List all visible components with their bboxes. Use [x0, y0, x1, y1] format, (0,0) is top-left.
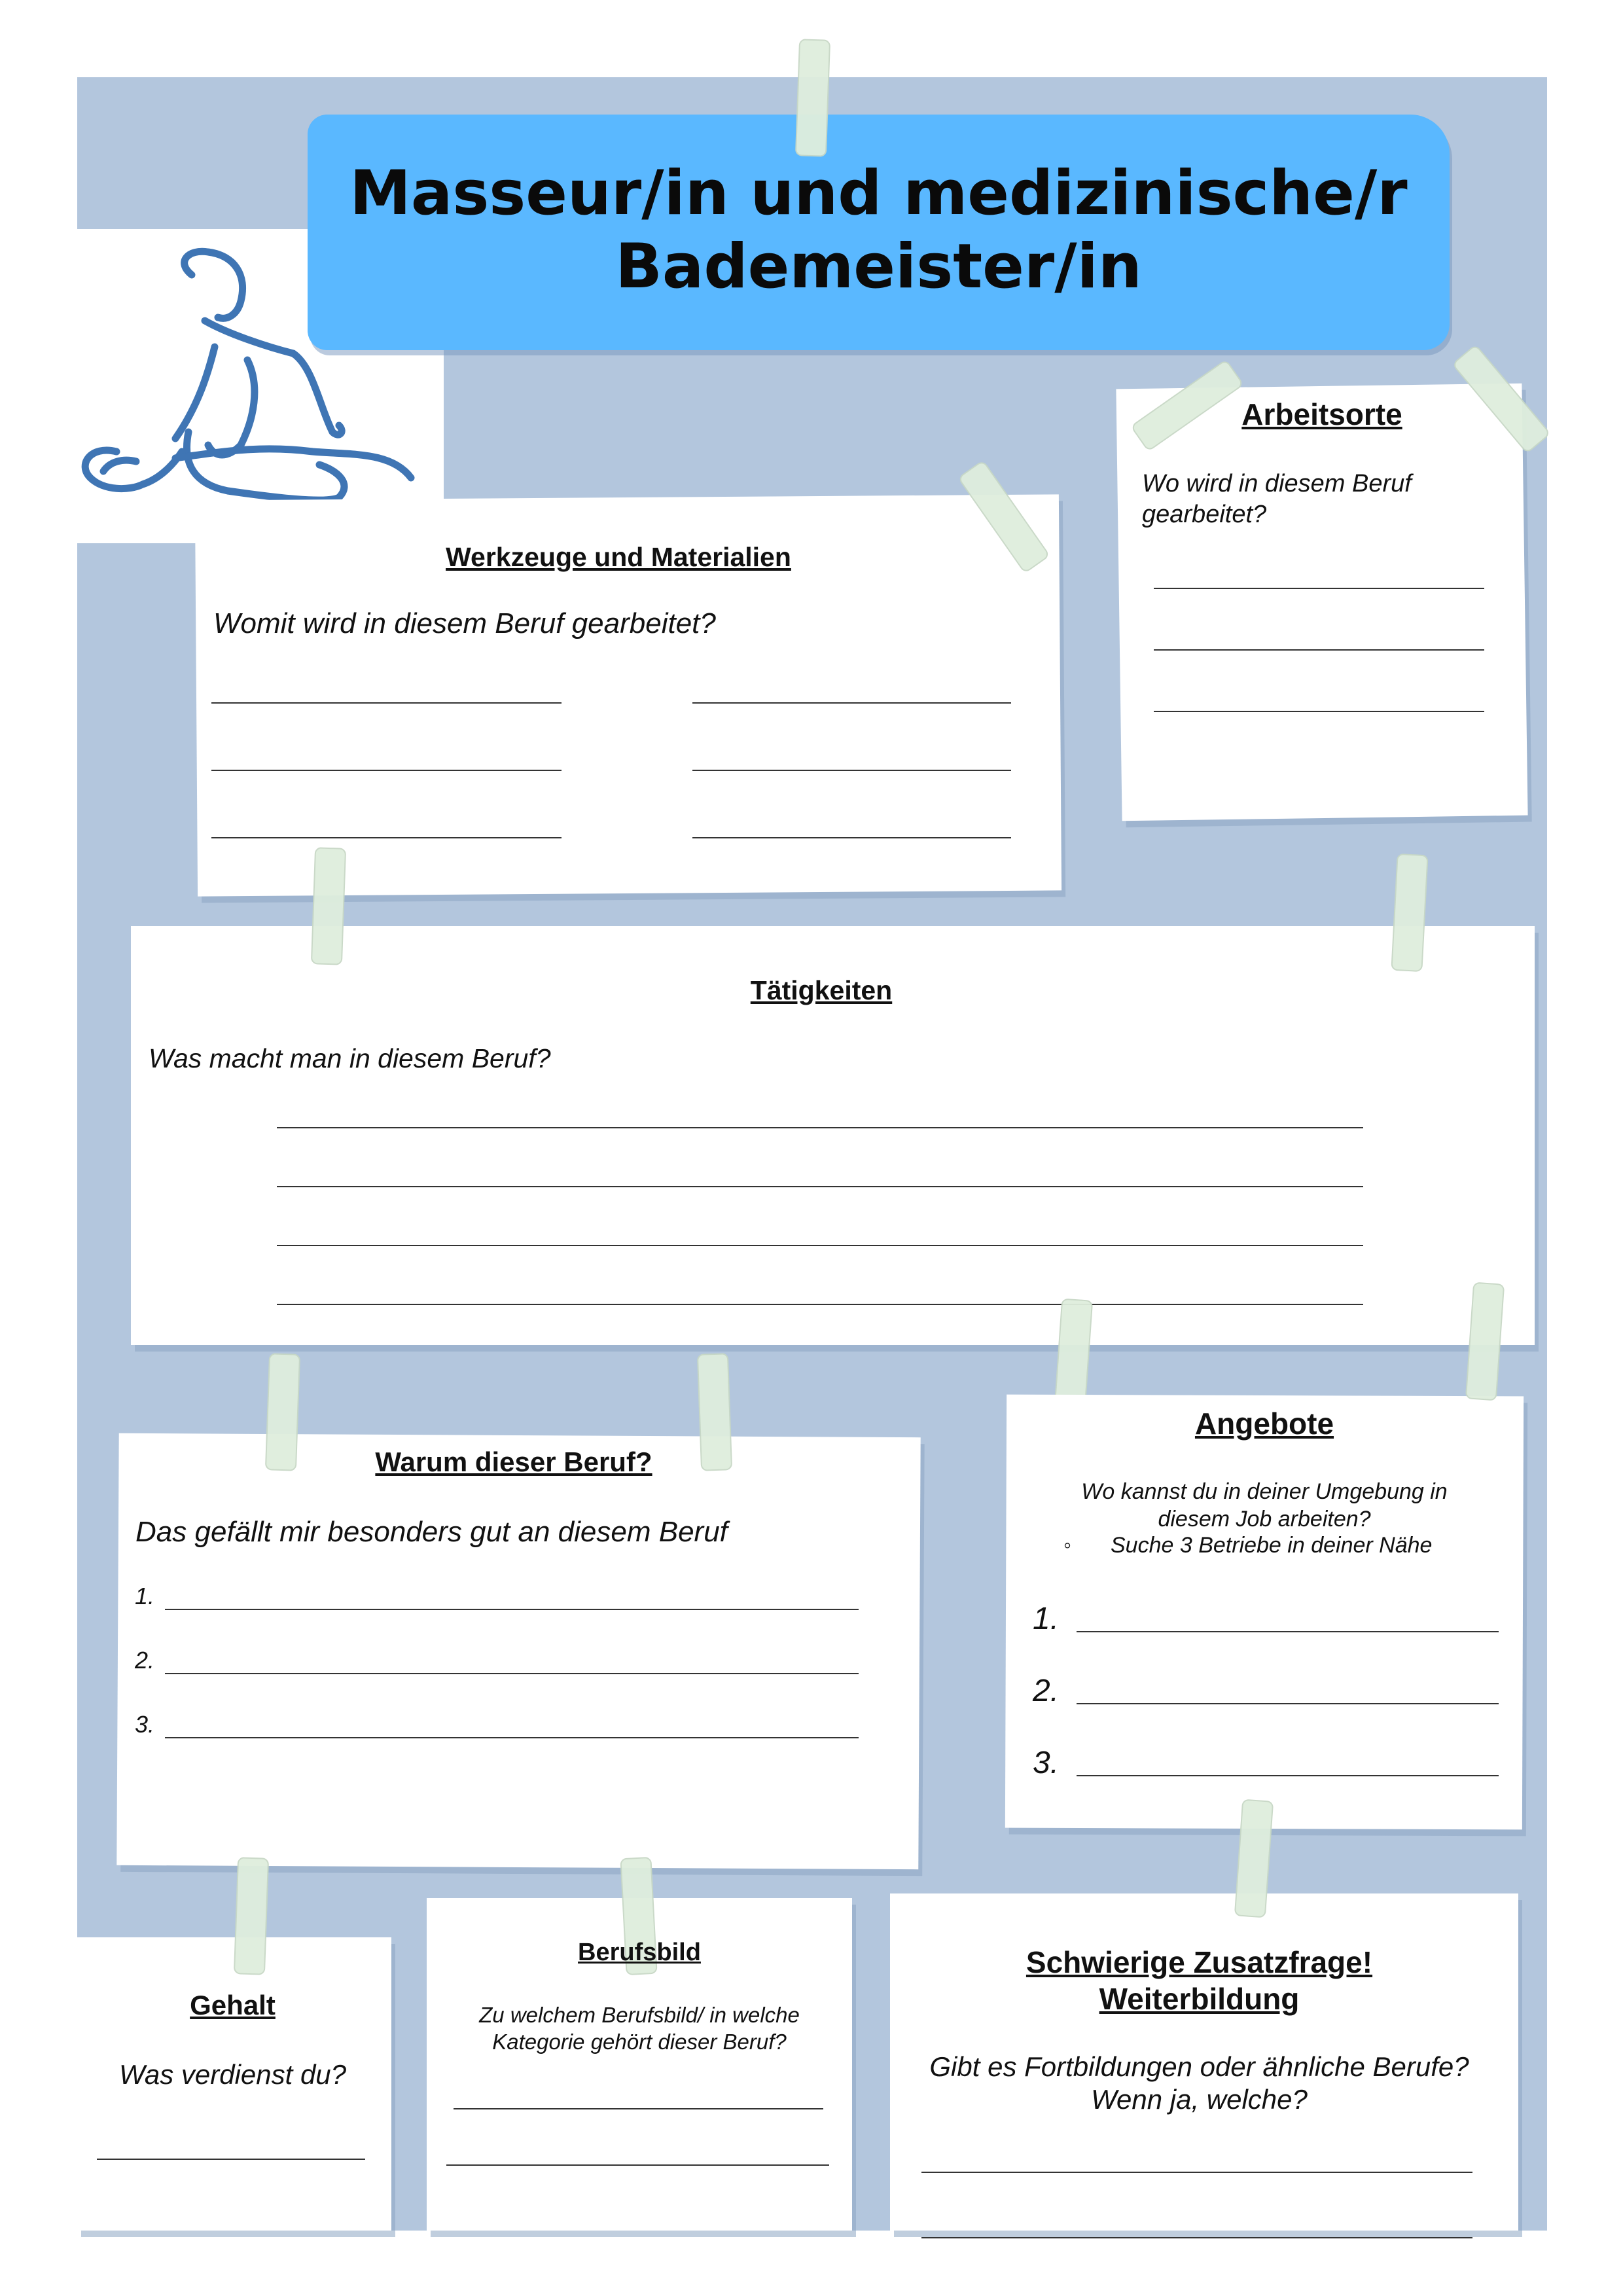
answer-line[interactable]: [1154, 588, 1484, 589]
answer-line[interactable]: [454, 2108, 823, 2109]
answer-line[interactable]: [1077, 1775, 1499, 1776]
answer-line[interactable]: [921, 2237, 1472, 2238]
massage-icon: [77, 236, 424, 524]
answer-line[interactable]: [277, 1186, 1363, 1187]
angebote-card: [1005, 1395, 1524, 1830]
answer-line[interactable]: [211, 702, 562, 704]
angebote-heading: Angebote: [1194, 1407, 1334, 1441]
werkzeuge-heading: Werkzeuge und Materialien: [446, 542, 791, 572]
arbeitsorte-question-line-1: Wo wird in diesem Beruf: [1142, 470, 1412, 497]
tape: [311, 847, 346, 965]
list-number: 3.: [135, 1711, 155, 1738]
arbeitsorte-card: [1116, 384, 1527, 821]
zusatz-question: [890, 2051, 1508, 2116]
answer-line[interactable]: [1154, 649, 1484, 651]
list-number: 2.: [135, 1647, 155, 1674]
list-number: 3.: [1033, 1746, 1060, 1780]
warum-question: Das gefällt mir besonders gut an diesem Beruf: [135, 1516, 728, 1548]
answer-line[interactable]: [692, 837, 1011, 838]
list-number: 2.: [1033, 1674, 1060, 1708]
berufsbild-question: [427, 2001, 852, 2055]
page-title: [308, 157, 1450, 304]
arbeitsorte-question: [1142, 469, 1412, 530]
answer-line[interactable]: [692, 702, 1011, 704]
zusatz-question-line-1: Gibt es Fortbildungen oder ähnliche Berufe?: [929, 2051, 1469, 2082]
answer-line[interactable]: [165, 1737, 859, 1738]
warum-heading: Warum dieser Beruf?: [375, 1446, 652, 1477]
answer-line[interactable]: [921, 2172, 1472, 2173]
arbeitsorte-heading: Arbeitsorte: [1241, 397, 1402, 431]
answer-line[interactable]: [277, 1304, 1363, 1305]
tape: [234, 1857, 269, 1975]
title-line-1: Masseur/in und medizinische/r: [349, 158, 1408, 229]
answer-line[interactable]: [165, 1609, 859, 1610]
list-number: 1.: [135, 1583, 155, 1609]
berufsbild-question-line-2: Kategorie gehört dieser Beruf?: [492, 2030, 787, 2054]
taetigkeiten-question: Was macht man in diesem Beruf?: [149, 1043, 551, 1073]
answer-line[interactable]: [446, 2164, 829, 2166]
berufsbild-question-line-1: Zu welchem Berufsbild/ in welche: [479, 2003, 800, 2027]
answer-line[interactable]: [1077, 1631, 1499, 1632]
warum-card: [116, 1433, 920, 1869]
zusatz-question-line-2: Wenn ja, welche?: [1091, 2084, 1308, 2115]
title-line-2: Bademeister/in: [615, 231, 1142, 302]
zusatz-heading-line-2: Weiterbildung: [1099, 1982, 1300, 2016]
berufsbild-heading: Berufsbild: [578, 1939, 701, 1966]
answer-line[interactable]: [1154, 711, 1484, 712]
zusatz-heading-line-1: Schwierige Zusatzfrage!: [1026, 1945, 1373, 1979]
answer-line[interactable]: [1077, 1703, 1499, 1704]
answer-line[interactable]: [211, 837, 562, 838]
answer-line[interactable]: [97, 2159, 365, 2160]
werkzeuge-question: Womit wird in diesem Beruf gearbeitet?: [213, 607, 716, 639]
taetigkeiten-heading: Tätigkeiten: [750, 975, 893, 1005]
gehalt-heading: Gehalt: [190, 1990, 276, 2020]
answer-line[interactable]: [165, 1673, 859, 1674]
answer-line[interactable]: [277, 1127, 1363, 1128]
answer-line[interactable]: [211, 770, 562, 771]
angebote-question-line-1: Wo kannst du in deiner Umgebung in: [1081, 1479, 1448, 1504]
tape: [1391, 853, 1428, 972]
arbeitsorte-question-line-2: gearbeitet?: [1142, 501, 1267, 528]
list-number: 1.: [1033, 1602, 1060, 1636]
bullet-icon: ◦: [1063, 1533, 1072, 1558]
answer-line[interactable]: [277, 1245, 1363, 1246]
tape: [795, 39, 830, 157]
gehalt-question: Was verdienst du?: [118, 2059, 347, 2090]
angebote-question: [1006, 1478, 1523, 1533]
angebote-hint: Suche 3 Betriebe in deiner Nähe: [1111, 1533, 1433, 1558]
zusatz-heading: [890, 1944, 1508, 2017]
answer-line[interactable]: [692, 770, 1011, 771]
angebote-question-line-2: diesem Job arbeiten?: [1158, 1507, 1371, 1532]
